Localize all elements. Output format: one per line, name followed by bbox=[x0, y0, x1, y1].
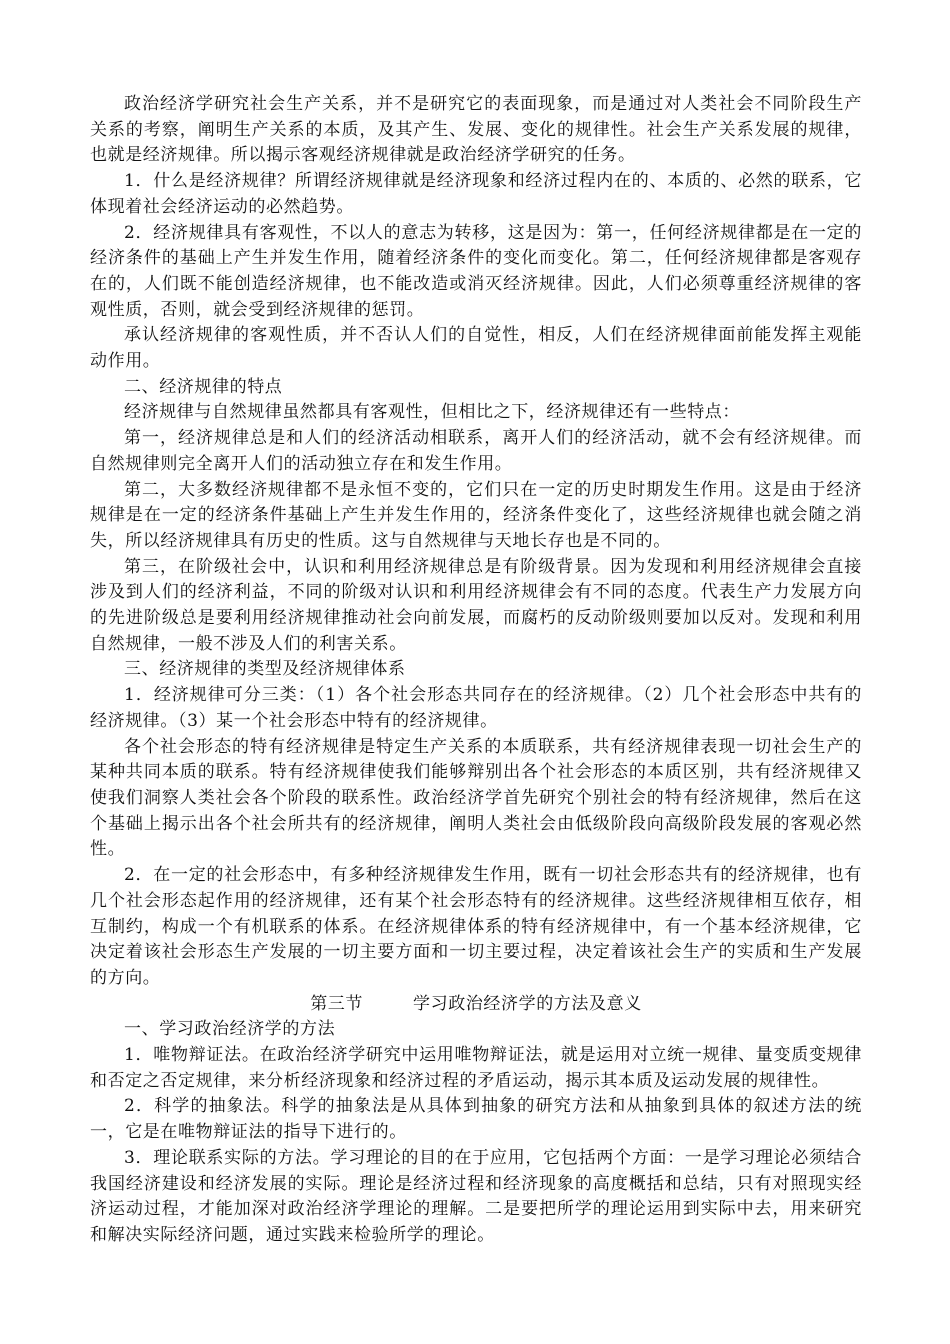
paragraph-practice: 3．理论联系实际的方法。学习理论的目的在于应用，它包括两个方面：一是学习理论必须结合我国经济建设和经济发展的实际。理论是经济过程和经济现象的高度概括和总结，只有对照现实经济运动过程，才能加深对政治经济学理论的理解。二是要把所学的理论运用到实际中去，用来研究和解决实际经济问题，通过实践来检验所学的理论。 bbox=[90, 1147, 862, 1245]
paragraph-second-feature: 第二，大多数经济规律都不是永恒不变的，它们只在一定的历史时期发生作用。这是由于经济规律是在一定的经济条件基础上产生并发生作用的，经济条件变化了，这些经济规律也就会随之消失，所以经济规律具有历史的性质。这与自然规律与天地长存也是不同的。 bbox=[90, 479, 862, 551]
section-title: 学习政治经济学的方法及意义 bbox=[413, 993, 642, 1014]
subheading-types: 三、经济规律的类型及经济规律体系 bbox=[124, 659, 406, 680]
paragraph-objectivity: 2．经济规律具有客观性，不以人的意志为转移，这是因为：第一，任何经济规律都是在一定的经济条件的基础上产生并发生作用，随着经济条件的变化而变化。第二，任何经济规律都是客观存在的，人们既不能创造经济规律，也不能改造或消灭经济规律。因此，人们必须尊重经济规律的客观性质，否则，就会受到经济规律的惩罚。 bbox=[90, 222, 862, 320]
document-body bbox=[90, 92, 862, 1249]
subheading-characteristics: 二、经济规律的特点 bbox=[124, 376, 283, 397]
paragraph-intro: 政治经济学研究社会生产关系，并不是研究它的表面现象，而是通过对人类社会不同阶段生产关系的考察，阐明生产关系的本质，及其产生、发展、变化的规律性。社会生产关系发展的规律，也就是经济规律。所以揭示客观经济规律就是政治经济学研究的任务。 bbox=[90, 94, 862, 166]
paragraph-comparison: 经济规律与自然规律虽然都具有客观性，但相比之下，经济规律还有一些特点： bbox=[124, 402, 740, 423]
section-number: 第三节 bbox=[310, 993, 363, 1014]
subheading-methods: 一、学习政治经济学的方法 bbox=[124, 1019, 336, 1040]
paragraph-specific-common: 各个社会形态的特有经济规律是特定生产关系的本质联系，共有经济规律表现一切社会生产的某种共同本质的联系。特有经济规律使我们能够辩别出各个社会形态的本质区别，共有经济规律又使我们洞察人类社会各个阶段的联系性。政治经济学首先研究个别社会的特有经济规律，然后在这个基础上揭示出各个社会所共有的经济规律，阐明人类社会由低级阶段向高级阶段发展的客观必然性。 bbox=[90, 736, 862, 860]
paragraph-definition: 1．什么是经济规律？所谓经济规律就是经济现象和经济过程内在的、本质的、必然的联系，它体现着社会经济运动的必然趋势。 bbox=[90, 171, 862, 217]
paragraph-third-feature: 第三，在阶级社会中，认识和利用经济规律总是有阶级背景。因为发现和利用经济规律会直接涉及到人们的经济利益，不同的阶级对认识和利用经济规律会有不同的态度。代表生产力发展方向的先进阶级总是要利用经济规律推动社会向前发展，而腐朽的反动阶级则要加以反对。发现和利用自然规律，一般不涉及人们的利害关系。 bbox=[90, 556, 862, 654]
paragraph-first-feature: 第一，经济规律总是和人们的经济活动相联系，离开人们的经济活动，就不会有经济规律。而自然规律则完全离开人们的活动独立存在和发生作用。 bbox=[90, 428, 862, 474]
section-heading bbox=[90, 992, 862, 1018]
paragraph-initiative: 承认经济规律的客观性质，并不否认人们的自觉性，相反，人们在经济规律面前能发挥主观能动作用。 bbox=[90, 325, 862, 372]
paragraph-three-types: 1．经济规律可分三类：（1）各个社会形态共同存在的经济规律。（2）几个社会形态中共有的经济规律。（3）某一个社会形态中特有的经济规律。 bbox=[90, 685, 862, 731]
paragraph-abstraction: 2．科学的抽象法。科学的抽象法是从具体到抽象的研究方法和从抽象到具体的叙述方法的统一，它是在唯物辩证法的指导下进行的。 bbox=[90, 1096, 862, 1143]
paragraph-system: 2．在一定的社会形态中，有多种经济规律发生作用，既有一切社会形态共有的经济规律，也有几个社会形态起作用的经济规律，还有某个社会形态特有的经济规律。这些经济规律相互依存，相互制约，构成一个有机联系的体系。在经济规律体系的特有经济规律中，有一个基本经济规律，它决定着该社会形态生产发展的一切主要方面和一切主要过程，决定着该社会生产的实质和生产发展的方向。 bbox=[90, 865, 862, 988]
paragraph-dialectics: 1．唯物辩证法。在政治经济学研究中运用唯物辩证法，就是运用对立统一规律、量变质变规律和否定之否定规律，来分析经济现象和经济过程的矛盾运动，揭示其本质及运动发展的规律性。 bbox=[90, 1045, 862, 1091]
